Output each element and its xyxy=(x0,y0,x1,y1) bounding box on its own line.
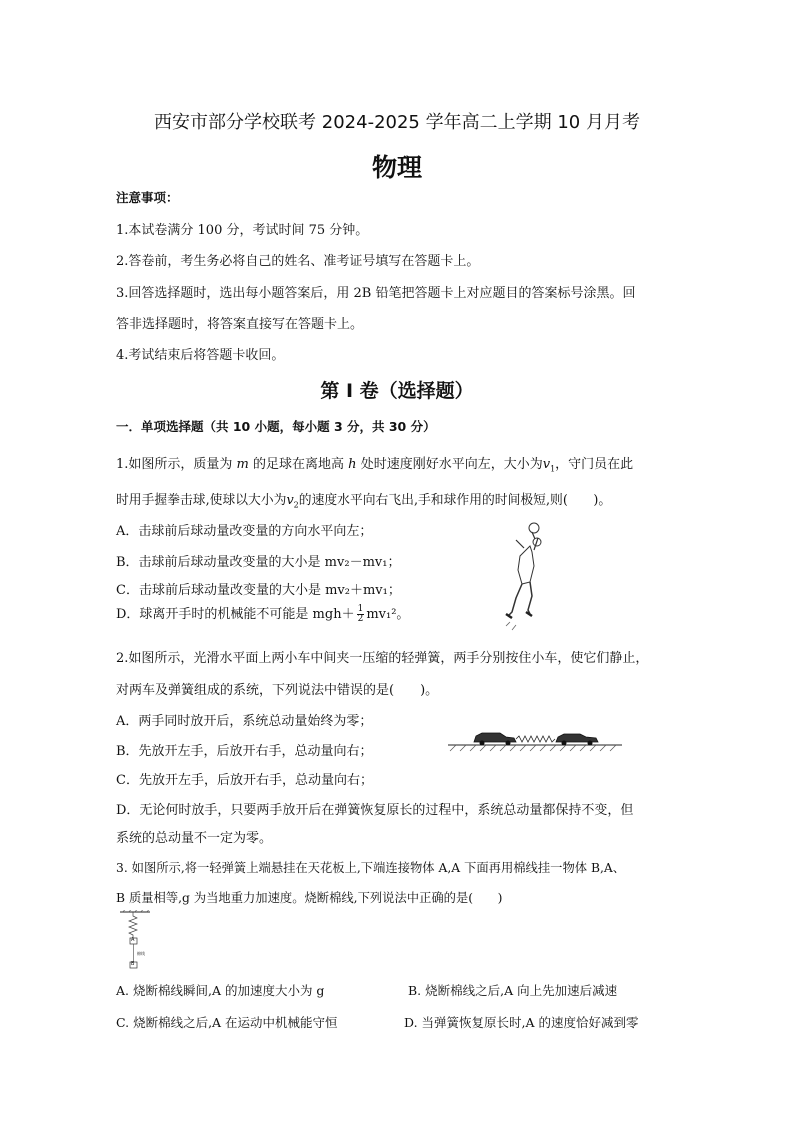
q3-option-d: D. 当弹簧恢复原长时,A 的速度恰好减到零 xyxy=(404,1015,639,1030)
q2-stem-line2: 对两车及弹簧组成的系统，下列说法中错误的是( )。 xyxy=(116,683,439,698)
q3-option-b: B. 烧断棉线之后,A 向上先加速后减速 xyxy=(408,983,618,998)
q3-stem-line2: B 质量相等,g 为当地重力加速度。烧断棉线,下列说法中正确的是( ) xyxy=(116,891,503,905)
q2-option-d-line1: D．无论何时放手，只要两手放开后在弹簧恢复原长的过程中，系统总动量都保持不变，但 xyxy=(116,803,634,818)
q2-option-d-line2: 系统的总动量不一定为零。 xyxy=(116,831,273,846)
q3-stem-line1: 3. 如图所示,将一轻弹簧上端悬挂在天花板上,下端连接物体 A,A 下面再用棉线挂一物体 B,A、 xyxy=(116,861,626,875)
part-title: 一．单项选择题（共 10 小题，每小题 3 分，共 30 分） xyxy=(116,419,436,434)
q1-stem-line1: 1.如图所示，质量为 m 的足球在离地高 h 处时速度刚好水平向左，大小为$v_1$，守门员在此 xyxy=(116,457,634,474)
fig-label-a: A xyxy=(131,937,135,943)
q1-option-c: C．击球前后球动量改变量的大小是 mv₂＋mv₁； xyxy=(116,583,401,598)
spring-figure xyxy=(118,910,154,972)
two-cars-figure xyxy=(446,726,624,752)
q1-option-d: D．球离开手时的机械能不可能是 mgh＋ $\frac{1}{2}$ mv₁²。 xyxy=(116,604,410,624)
q3-option-c: C. 烧断棉线之后,A 在运动中机械能守恒 xyxy=(116,1015,338,1030)
subject-title: 物理 xyxy=(371,153,422,182)
goalkeeper-figure xyxy=(494,522,554,634)
notes-heading: 注意事项： xyxy=(116,190,179,205)
section-title: 第 I 卷（选择题） xyxy=(320,380,474,402)
q2-stem-line1: 2.如图所示，光滑水平面上两小车中间夹一压缩的轻弹簧，两手分别按住小车，使它们静止， xyxy=(116,651,649,666)
q1-stem-line2: 时用手握拳击球,使球以大小为$v_2$的速度水平向右飞出,手和球作用的时间极短,则( )。 xyxy=(116,493,612,510)
q2-option-c: C．先放开左手，后放开右手，总动量向右； xyxy=(116,773,373,788)
note-item: 2.答卷前，考生务必将自己的姓名、准考证号填写在答题卡上。 xyxy=(116,254,480,269)
q1-option-b: B．击球前后球动量改变量的大小是 mv₂－mv₁； xyxy=(116,555,401,570)
note-item: 3.回答选择题时，选出每小题答案后，用 2B 铅笔把答题卡上对应题目的答案标号涂黑。回 xyxy=(116,286,636,301)
note-item: 1.本试卷满分 100 分，考试时间 75 分钟。 xyxy=(116,223,369,238)
q2-option-a: A．两手同时放开后，系统总动量始终为零； xyxy=(116,714,373,729)
note-item: 答非选择题时，将答案直接写在答题卡上。 xyxy=(116,317,364,332)
fig-label-thread: 棉线 xyxy=(137,951,145,956)
fig-label-b: B xyxy=(131,961,135,967)
fraction-half: $\frac{1}{2}$ xyxy=(357,604,364,624)
q3-option-a: A. 烧断棉线瞬间,A 的加速度大小为 g xyxy=(116,983,325,998)
q1-option-a: A．击球前后球动量改变量的方向水平向左； xyxy=(116,524,373,539)
q2-option-b: B．先放开左手，后放开右手，总动量向右； xyxy=(116,744,373,759)
exam-title: 西安市部分学校联考 2024-2025 学年高二上学期 10 月月考 xyxy=(154,112,640,133)
note-item: 4.考试结束后将答题卡收回。 xyxy=(116,348,285,363)
